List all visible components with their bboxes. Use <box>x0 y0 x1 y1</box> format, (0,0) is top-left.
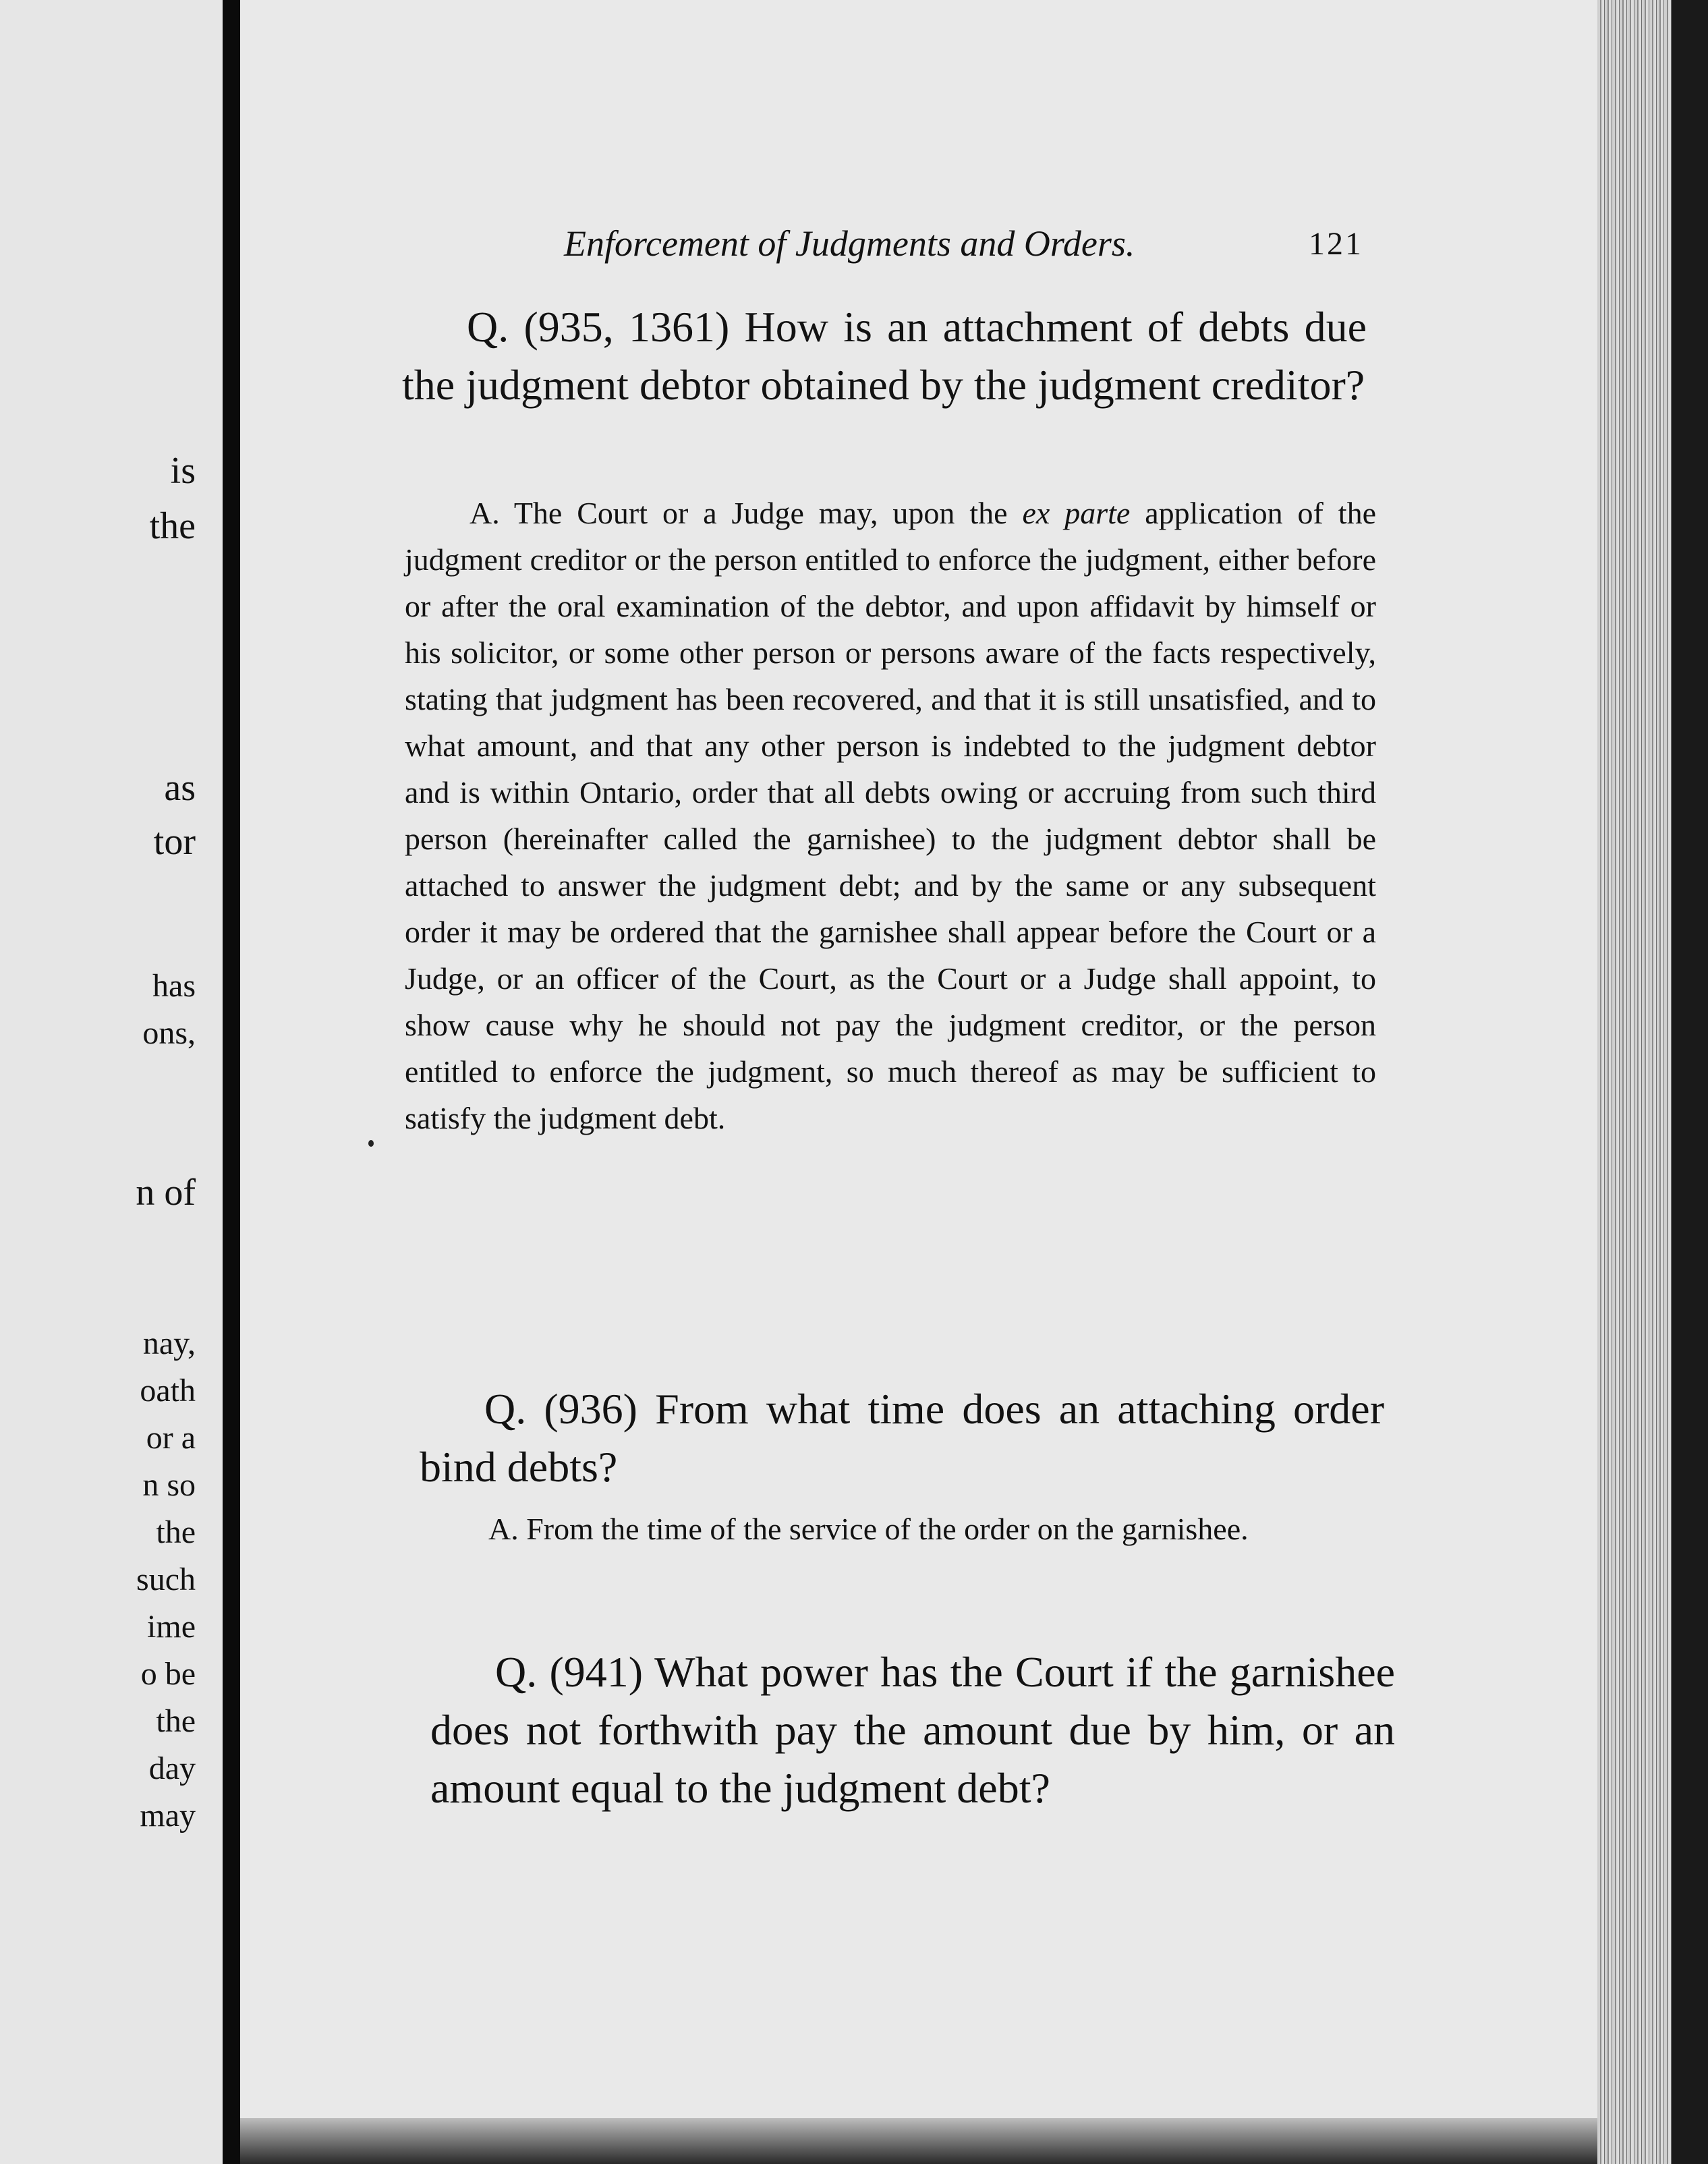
facing-page-line: as <box>164 767 196 809</box>
answer-936: A. From the time of the service of the order on the garnishee. <box>488 1512 1249 1546</box>
facing-page-line: o be <box>140 1656 196 1692</box>
facing-page-line: the <box>149 505 196 547</box>
facing-page-line: ons, <box>142 1015 196 1051</box>
facing-page-line: ime <box>147 1609 196 1645</box>
question-941: Q. (941) What power has the Court if the garnishee does not forthwith pay the amount due by him, or an amount equal to the judgment debt? <box>430 1648 1395 1812</box>
answer-935-start: A. The Court or a Judge may, upon the <box>469 496 1023 530</box>
question-935: Q. (935, 1361) How is an attachment of debts due the judgment debtor obtained by the judgment creditor? <box>402 303 1367 409</box>
running-title: Enforcement of Judgments and Orders. <box>564 223 1135 264</box>
facing-page-line: n of <box>136 1172 196 1214</box>
answer-935-rest: application of the judgment creditor or the person entitled to enforce the judgment, either before or after the oral examination of the debtor, and upon affidavit by himself or his solicitor, or some other person or persons aware of the facts respectively, stating that judgment has been recovered, and that it is still unsatisfied, and to what amount, and that any other person is indebted to the judgment debtor and is within Ontario, order that all debts owing or accruing from such third person (hereinafter called the garnishee) to the judgment debtor shall be attached to answer the judgment debt; and by the same or any subsequent order it may be ordered that the garnishee shall appear before the Court or a Judge, or an officer of the Court, as the Court or a Judge shall appoint, to show cause why he should not pay the judgment creditor, or the person entitled to enforce the judgment, so much thereof as may be sufficient to satisfy the judgment debt. <box>405 496 1376 1135</box>
facing-page-line: or a <box>146 1420 196 1456</box>
page-bottom-edge <box>240 2118 1597 2164</box>
facing-page-line: tor <box>153 821 196 863</box>
facing-page-line: the <box>156 1514 196 1550</box>
facing-page-line: n so <box>142 1467 196 1503</box>
facing-page-line: has <box>152 968 196 1004</box>
stray-mark <box>368 1140 374 1147</box>
facing-page-line: the <box>156 1703 196 1739</box>
facing-page-fragment <box>0 0 223 2164</box>
facing-page-line: day <box>148 1750 196 1786</box>
facing-page-line: nay, <box>142 1326 196 1361</box>
question-936: Q. (936) From what time does an attaching order bind debts? <box>420 1385 1384 1491</box>
book-cover-edge <box>1672 0 1708 2164</box>
facing-page-line: such <box>136 1562 196 1597</box>
answer-935-italic: ex parte <box>1022 496 1131 530</box>
facing-page-line: is <box>170 450 196 492</box>
facing-page-line: oath <box>140 1373 196 1408</box>
book-gutter <box>223 0 240 2164</box>
page-header <box>564 223 1363 270</box>
facing-page-line: may <box>140 1798 196 1833</box>
page-number: 121 <box>1309 226 1363 262</box>
answer-935 <box>405 490 1376 1141</box>
page-edges <box>1597 0 1672 2164</box>
